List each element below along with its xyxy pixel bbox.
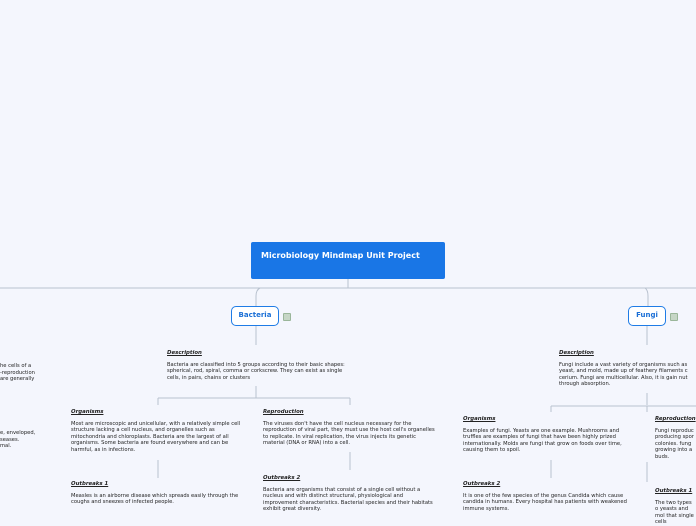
fungi-outbreaks2-text: It is one of the few species of the genus Candida which cause candida in humans. Every hospital has patients with weakened immune systems. bbox=[463, 492, 627, 512]
bacteria-outbreaks1-text: Measles is an airborne disease which spreads easily through the coughs and sneezes of infected people. bbox=[71, 492, 239, 506]
fungi-outbreaks1-node[interactable] bbox=[655, 488, 696, 526]
bacteria-outbreaks2-node[interactable] bbox=[263, 475, 435, 513]
root-connector bbox=[0, 279, 696, 288]
fungi-organisms-heading: Organisms bbox=[463, 416, 496, 422]
fungi-outbreaks1-heading: Outbreaks 1 bbox=[655, 488, 693, 494]
bacteria-outbreaks2-text: Bacteria are organisms that consist of a single cell without a nucleus and with distinct structural, physiological and improvement characteristics. Bacterial species and their habitats exhibit great diversity. bbox=[263, 486, 433, 513]
bacteria-organisms-text: Most are microscopic and unicellular, with a relatively simple cell structure lacking a cell nucleus, and organelles such as mitochondria and chloroplasts. Bacteria are the largest of all organisms. Some bacteria are found everywhere and can be harmful, as in infections. bbox=[71, 420, 241, 453]
fungi-organisms-text: Examples of fungi. Yeasts are one example. Mushrooms and truffles are examples of fungi that have been highly prized internationally. Molds are fungi that grow on foods over time, causing them to spoil. bbox=[463, 427, 622, 454]
fungi-topic[interactable] bbox=[628, 306, 666, 326]
bacteria-organisms-heading: Organisms bbox=[71, 409, 104, 415]
bacteria-reproduction-heading: Reproduction bbox=[263, 409, 304, 415]
left-fragment-top: he cells of a -reproduction are generally bbox=[0, 363, 35, 383]
fungi-branch-connector bbox=[645, 288, 648, 306]
bacteria-expand-icon[interactable] bbox=[283, 313, 291, 321]
bacteria-reproduction-text: The viruses don't have the cell nucleus necessary for the reproduction of viral part, they must use the host cell's organelles to replicate. In viral replication, the virus injects its genetic material (DNA or RNA) into a cell. bbox=[263, 420, 435, 447]
fungi-topic-label: Fungi bbox=[636, 311, 658, 319]
fungi-description-heading: Description bbox=[559, 350, 594, 356]
fungi-outbreaks1-text: The two types o yeasts and mol that single cells bbox=[655, 499, 694, 526]
fungi-children-connector bbox=[551, 393, 696, 412]
bacteria-description-node[interactable] bbox=[167, 350, 345, 381]
fungi-description-node[interactable] bbox=[559, 350, 696, 392]
fungi-outbreaks2-heading: Outbreaks 2 bbox=[463, 481, 501, 487]
bacteria-outbreaks1-node[interactable] bbox=[71, 481, 243, 506]
fungi-outbreaks2-node[interactable] bbox=[463, 481, 639, 512]
fungi-organisms-node[interactable] bbox=[463, 416, 639, 454]
bacteria-description-text: Bacteria are classified into 5 groups according to their basic shapes: spherical, rod, spiral, comma or corkscrew. They can exist as single cells, in pairs, chains or clusters bbox=[167, 361, 345, 381]
fungi-description-text: Fungi include a vast variety of organisms such as yeast, and mold, made up of feathery filaments c cerium. Fungi are multicellular. Also, it is gain nut through absorption. bbox=[559, 361, 688, 388]
fungi-expand-icon[interactable] bbox=[670, 313, 678, 321]
bacteria-reproduction-node[interactable] bbox=[263, 409, 439, 447]
bacteria-outbreaks2-heading: Outbreaks 2 bbox=[263, 475, 301, 481]
fungi-reproduction-node[interactable] bbox=[655, 416, 696, 464]
bacteria-branch-connector bbox=[256, 288, 260, 306]
root-topic-title: Microbiology Mindmap Unit Project bbox=[261, 251, 420, 260]
root-topic[interactable] bbox=[251, 242, 445, 279]
bacteria-organisms-node[interactable] bbox=[71, 409, 243, 454]
fungi-reproduction-heading: Reproduction bbox=[655, 416, 696, 422]
fungi-reproduction-text: Fungi reproduc producing spor colonies. fung growing into a buds. bbox=[655, 427, 694, 460]
bacteria-children-connector bbox=[158, 386, 350, 405]
bacteria-outbreaks1-heading: Outbreaks 1 bbox=[71, 481, 109, 487]
bacteria-topic[interactable] bbox=[231, 306, 279, 326]
bacteria-topic-label: Bacteria bbox=[238, 311, 272, 319]
left-fragment-middle: e, enveloped, seases. mal. bbox=[0, 430, 36, 450]
bacteria-description-heading: Description bbox=[167, 350, 202, 356]
